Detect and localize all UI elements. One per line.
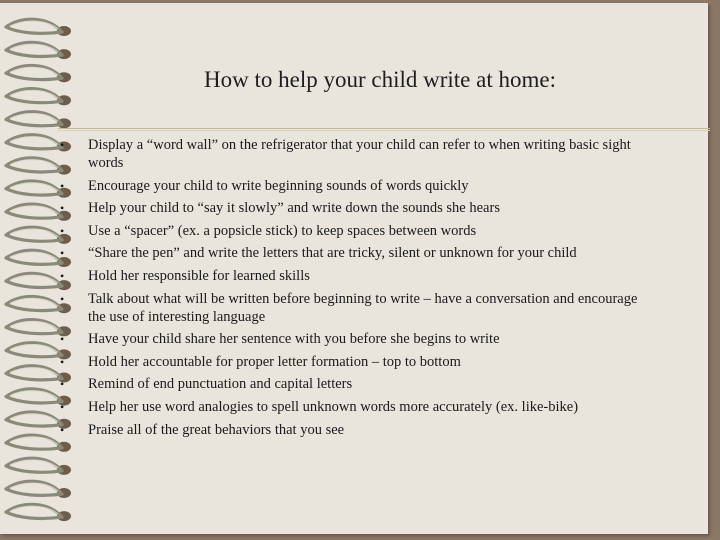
list-item-text: Have your child share her sentence with you before she begins to write (88, 331, 500, 348)
bullet-icon: • (60, 268, 65, 283)
list-item-text: Praise all of the great behaviors that you see (88, 421, 345, 438)
binding-ring (6, 481, 71, 498)
list-item-text: “Share the pen” and write the letters that are tricky, silent or unknown for your child (88, 245, 577, 262)
list-item-text: Hold her accountable for proper letter formation – top to bottom (88, 353, 461, 370)
title-divider-shadow (58, 130, 710, 131)
list-item-text: Talk about what will be written before beginning to write – have a conversation and encourage the use of interesting language (88, 290, 638, 325)
list-item (58, 222, 658, 240)
list-item-text: Help her use word analogies to spell unknown words more accurately (ex. like-bike) (88, 398, 579, 415)
bullet-icon: • (60, 291, 65, 306)
notebook-page (0, 3, 708, 534)
list-item-text: Remind of end punctuation and capital letters (88, 376, 353, 393)
bullet-icon: • (60, 223, 65, 238)
bullet-icon: • (60, 422, 65, 437)
list-item (58, 177, 658, 195)
bullet-icon: • (60, 246, 65, 261)
list-item (58, 290, 658, 326)
bullet-icon: • (60, 138, 65, 152)
list-item (58, 421, 658, 439)
list-item-text: Help your child to “say it slowly” and write down the sounds she hears (88, 200, 500, 217)
list-item (58, 353, 658, 371)
list-item (58, 244, 658, 262)
bullet-icon: • (60, 201, 65, 216)
binding-ring (6, 19, 71, 36)
list-item-text: Use a “spacer” (ex. a popsicle stick) to keep spaces between words (88, 222, 477, 239)
list-item-text: Display a “word wall” on the refrigerator that your child can refer to when writing basic sight words (88, 137, 631, 171)
list-item-text: Hold her responsible for learned skills (88, 267, 310, 284)
bullet-icon: • (60, 399, 65, 414)
bullet-icon: • (60, 332, 65, 347)
binding-ring (6, 112, 71, 129)
list-item (58, 375, 658, 393)
list-item (58, 330, 658, 348)
list-item (58, 199, 658, 217)
title-divider (58, 128, 710, 129)
binding-ring (6, 42, 71, 59)
bullet-icon: • (60, 354, 65, 369)
tips-list (58, 136, 658, 443)
list-item (58, 398, 658, 416)
binding-ring (6, 504, 71, 521)
list-item-text: Encourage your child to write beginning sounds of words quickly (88, 177, 469, 194)
bullet-icon: • (60, 377, 65, 392)
list-item (58, 267, 658, 285)
bullet-icon: • (60, 178, 65, 193)
page-title: How to help your child write at home: (204, 67, 556, 92)
binding-ring (6, 458, 71, 475)
list-item (58, 136, 658, 172)
